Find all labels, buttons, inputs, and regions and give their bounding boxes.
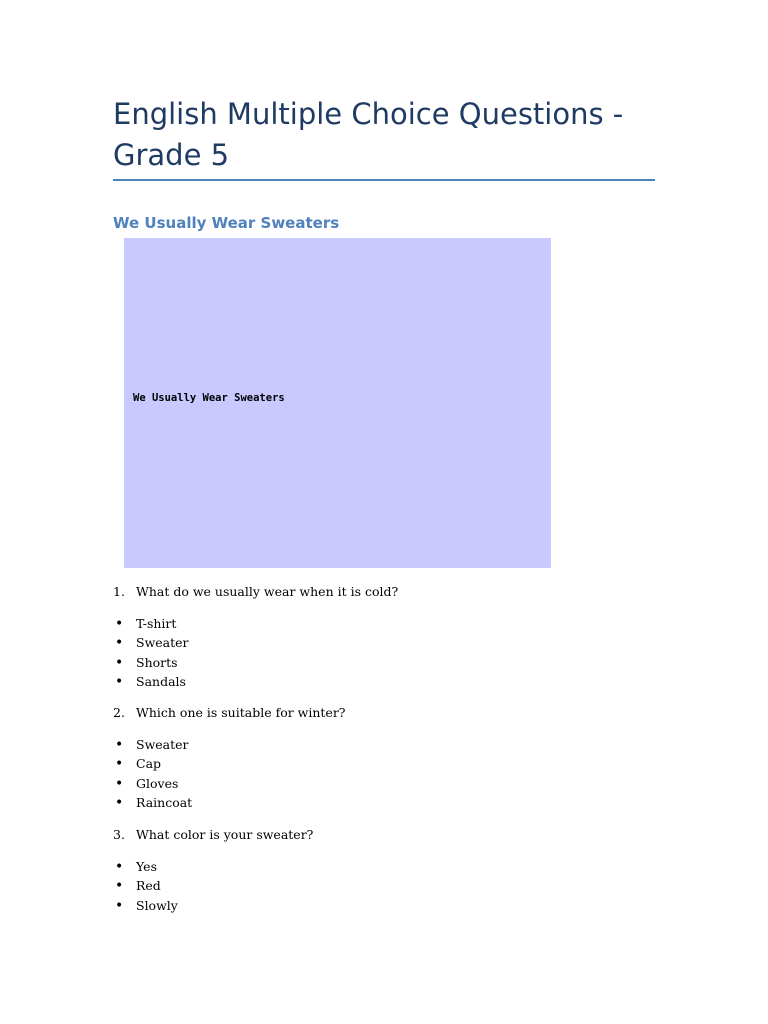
page-title: English Multiple Choice Questions - Grade 5 <box>113 97 624 172</box>
option-label: Slowly <box>136 897 178 913</box>
options-list-1 <box>113 614 189 691</box>
bullet-icon: • <box>115 635 124 652</box>
option-item <box>113 754 192 773</box>
option-label: Sandals <box>136 673 186 689</box>
option-item <box>113 672 189 691</box>
option-item <box>113 857 178 876</box>
option-label: Sweater <box>136 737 189 752</box>
figure-image <box>124 238 551 568</box>
option-item <box>113 633 189 652</box>
question-number: 2. <box>113 705 125 720</box>
bullet-icon: • <box>115 673 124 690</box>
title-divider <box>113 179 655 181</box>
question-1 <box>113 583 398 601</box>
option-item <box>113 876 178 895</box>
bullet-icon: • <box>115 794 124 811</box>
figure-caption: We Usually Wear Sweaters <box>133 392 285 404</box>
option-label: T-shirt <box>136 616 177 631</box>
option-label: Shorts <box>136 654 178 670</box>
question-number: 3. <box>113 827 125 842</box>
option-item <box>113 735 192 754</box>
question-2 <box>113 704 346 722</box>
options-list-2 <box>113 735 192 812</box>
question-number: 1. <box>113 584 125 599</box>
option-item <box>113 774 192 793</box>
question-text: What color is your sweater? <box>136 827 314 842</box>
option-item <box>113 653 189 672</box>
section-heading: We Usually Wear Sweaters <box>113 214 340 232</box>
option-label: Yes <box>136 859 157 874</box>
bullet-icon: • <box>115 775 124 792</box>
option-label: Gloves <box>136 775 179 791</box>
option-label: Sweater <box>136 635 189 651</box>
option-label: Cap <box>136 756 162 772</box>
bullet-icon: • <box>115 616 124 632</box>
option-item <box>113 896 178 915</box>
bullet-icon: • <box>115 737 124 753</box>
options-list-3 <box>113 857 178 915</box>
option-item <box>113 793 192 812</box>
option-item <box>113 614 189 633</box>
bullet-icon: • <box>115 897 124 914</box>
question-text: Which one is suitable for winter? <box>136 705 346 720</box>
bullet-icon: • <box>115 654 124 671</box>
question-3 <box>113 826 313 844</box>
question-text: What do we usually wear when it is cold? <box>136 584 399 599</box>
option-label: Raincoat <box>136 794 193 810</box>
bullet-icon: • <box>115 756 124 773</box>
bullet-icon: • <box>115 859 124 875</box>
bullet-icon: • <box>115 878 124 895</box>
option-label: Red <box>136 878 161 894</box>
